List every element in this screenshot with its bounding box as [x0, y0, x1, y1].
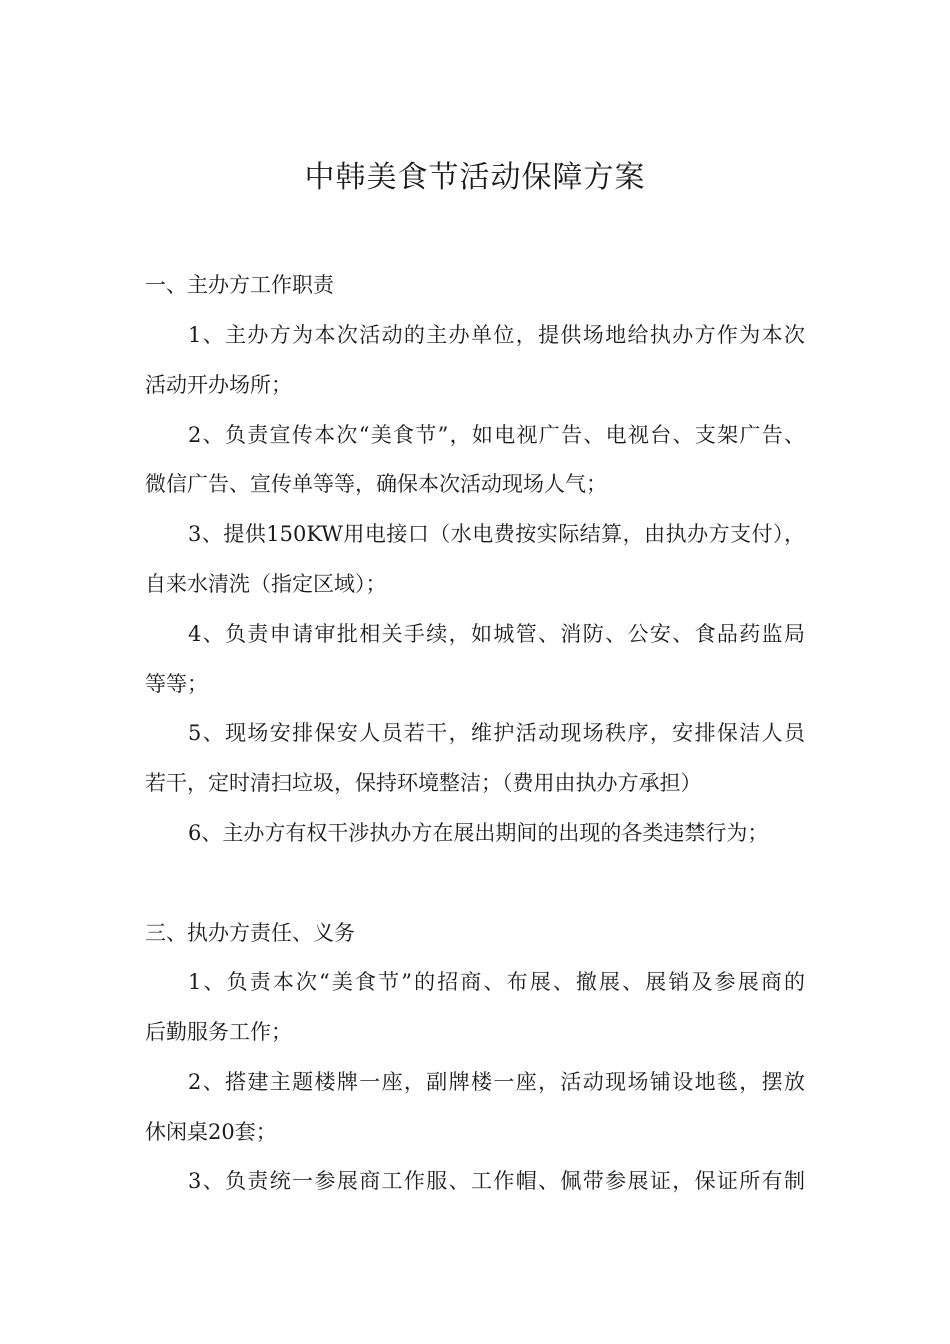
paragraph-line: 3、负责统一参展商工作服、工作帽、佩带参展证，保证所有制	[188, 1169, 805, 1193]
section-heading-executor: 三、执办方责任、义务	[145, 921, 355, 945]
paragraph-line: 2、搭建主题楼牌一座，副牌楼一座，活动现场铺设地毯，摆放	[188, 1070, 805, 1094]
paragraph-line: 2、负责宣传本次“美食节”，如电视广告、电视台、支架广告、	[188, 423, 805, 447]
paragraph-line: 3、提供150KW用电接口（水电费按实际结算，由执办方支付），	[188, 522, 805, 546]
document-title: 中韩美食节活动保障方案	[304, 160, 646, 195]
paragraph-line: 等等；	[145, 672, 208, 696]
paragraph-line: 活动开办场所；	[145, 373, 292, 397]
paragraph-line: 1、主办方为本次活动的主办单位，提供场地给执办方作为本次	[188, 323, 805, 347]
paragraph-line: 微信广告、宣传单等等，确保本次活动现场人气；	[145, 472, 607, 496]
paragraph-line: 若干，定时清扫垃圾，保持环境整洁；（费用由执办方承担）	[145, 771, 702, 795]
paragraph-line: 自来水清洗（指定区域）；	[145, 572, 387, 596]
paragraph-line: 1、负责本次“美食节”的招商、布展、撤展、展销及参展商的	[188, 970, 805, 994]
paragraph-line: 5、现场安排保安人员若干，维护活动现场秩序，安排保洁人员	[188, 721, 805, 745]
paragraph-line: 4、负责申请审批相关手续，如城管、消防、公安、食品药监局	[188, 622, 805, 646]
section-heading-organizer: 一、主办方工作职责	[145, 273, 334, 297]
paragraph-line: 休闲桌20套；	[145, 1120, 277, 1144]
paragraph-line: 6、主办方有权干涉执办方在展出期间的出现的各类违禁行为；	[188, 821, 769, 845]
paragraph-line: 后勤服务工作；	[145, 1020, 292, 1044]
